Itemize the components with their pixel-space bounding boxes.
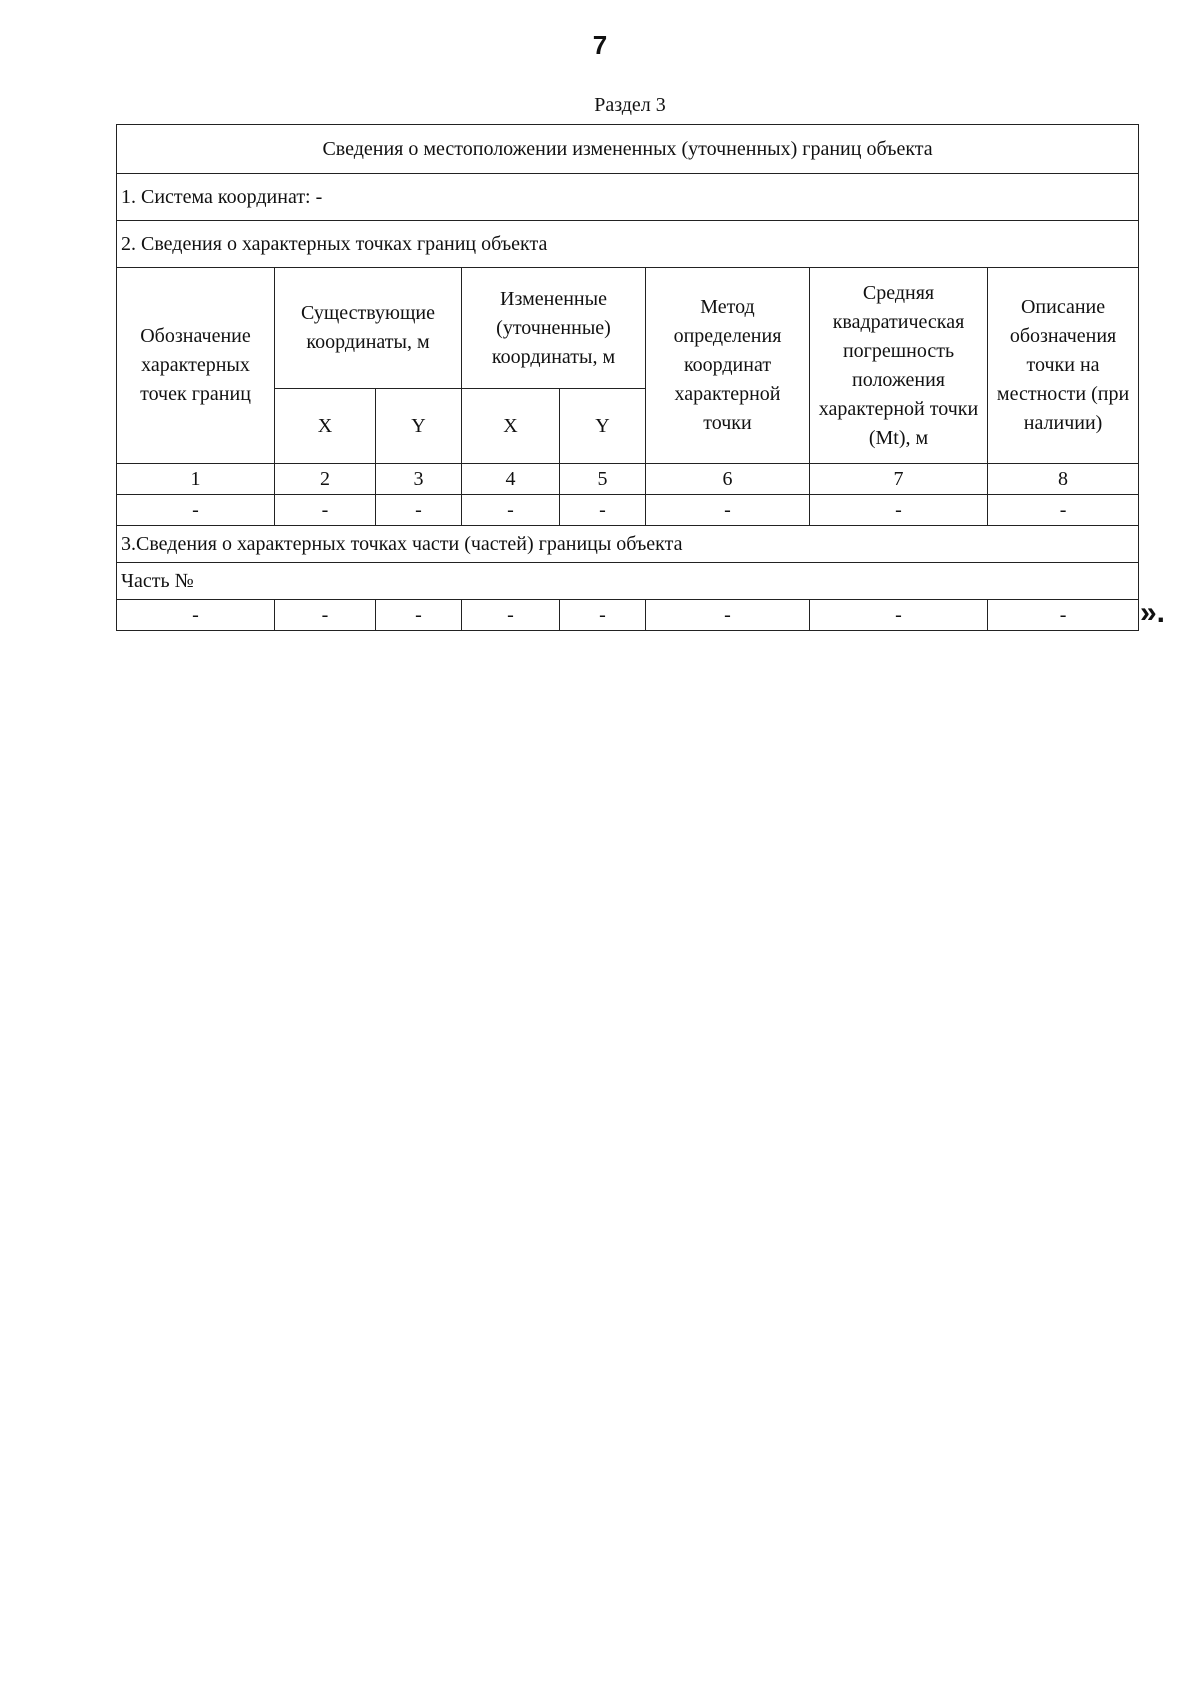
table-cell: - xyxy=(810,495,988,526)
table-cell: - xyxy=(646,495,810,526)
page-number: 7 xyxy=(592,30,608,60)
table-cell: - xyxy=(810,600,988,631)
column-number: 8 xyxy=(988,464,1139,495)
part-number-row: Часть № xyxy=(117,563,1139,600)
table-cell: - xyxy=(462,600,560,631)
header-existing-y: Y xyxy=(376,389,462,464)
table-cell: - xyxy=(275,600,376,631)
column-numbers-row xyxy=(117,464,1139,495)
table-cell: - xyxy=(988,600,1139,631)
parts-heading-row: 3.Сведения о характерных точках части (частей) границы объекта xyxy=(117,526,1139,563)
header-changed-x: X xyxy=(462,389,560,464)
closing-quote: ». xyxy=(1140,596,1166,629)
header-description: Описание обозначения точки на местности (при наличии) xyxy=(988,268,1139,464)
table-cell: - xyxy=(560,495,646,526)
header-method: Метод определения координат характерной точки xyxy=(646,268,810,464)
column-number: 3 xyxy=(376,464,462,495)
header-error: Средняя квадратическая погрешность положения характерной точки (Mt), м xyxy=(810,268,988,464)
header-changed-coords: Измененные (уточненные) координаты, м xyxy=(462,268,646,389)
header-changed-y: Y xyxy=(560,389,646,464)
header-existing-x: X xyxy=(275,389,376,464)
header-existing-coords: Существующие координаты, м xyxy=(275,268,462,389)
table-cell: - xyxy=(462,495,560,526)
table-cell: - xyxy=(646,600,810,631)
table-cell: - xyxy=(275,495,376,526)
column-number: 2 xyxy=(275,464,376,495)
column-number: 4 xyxy=(462,464,560,495)
column-number: 7 xyxy=(810,464,988,495)
table-row xyxy=(117,600,1139,631)
column-number: 6 xyxy=(646,464,810,495)
table-cell: - xyxy=(376,495,462,526)
table-cell: - xyxy=(560,600,646,631)
table-cell: - xyxy=(117,495,275,526)
section-label: Раздел 3 xyxy=(594,94,666,116)
table-title: Сведения о местоположении измененных (уточненных) границ объекта xyxy=(117,125,1139,174)
boundary-table xyxy=(116,124,1139,631)
coordinate-system-row: 1. Система координат: - xyxy=(117,174,1139,221)
table-cell: - xyxy=(117,600,275,631)
table-cell: - xyxy=(376,600,462,631)
column-number: 5 xyxy=(560,464,646,495)
points-heading-row: 2. Сведения о характерных точках границ объекта xyxy=(117,221,1139,268)
table-row xyxy=(117,495,1139,526)
column-number: 1 xyxy=(117,464,275,495)
header-designation: Обозначение характерных точек границ xyxy=(117,268,275,464)
table-cell: - xyxy=(988,495,1139,526)
